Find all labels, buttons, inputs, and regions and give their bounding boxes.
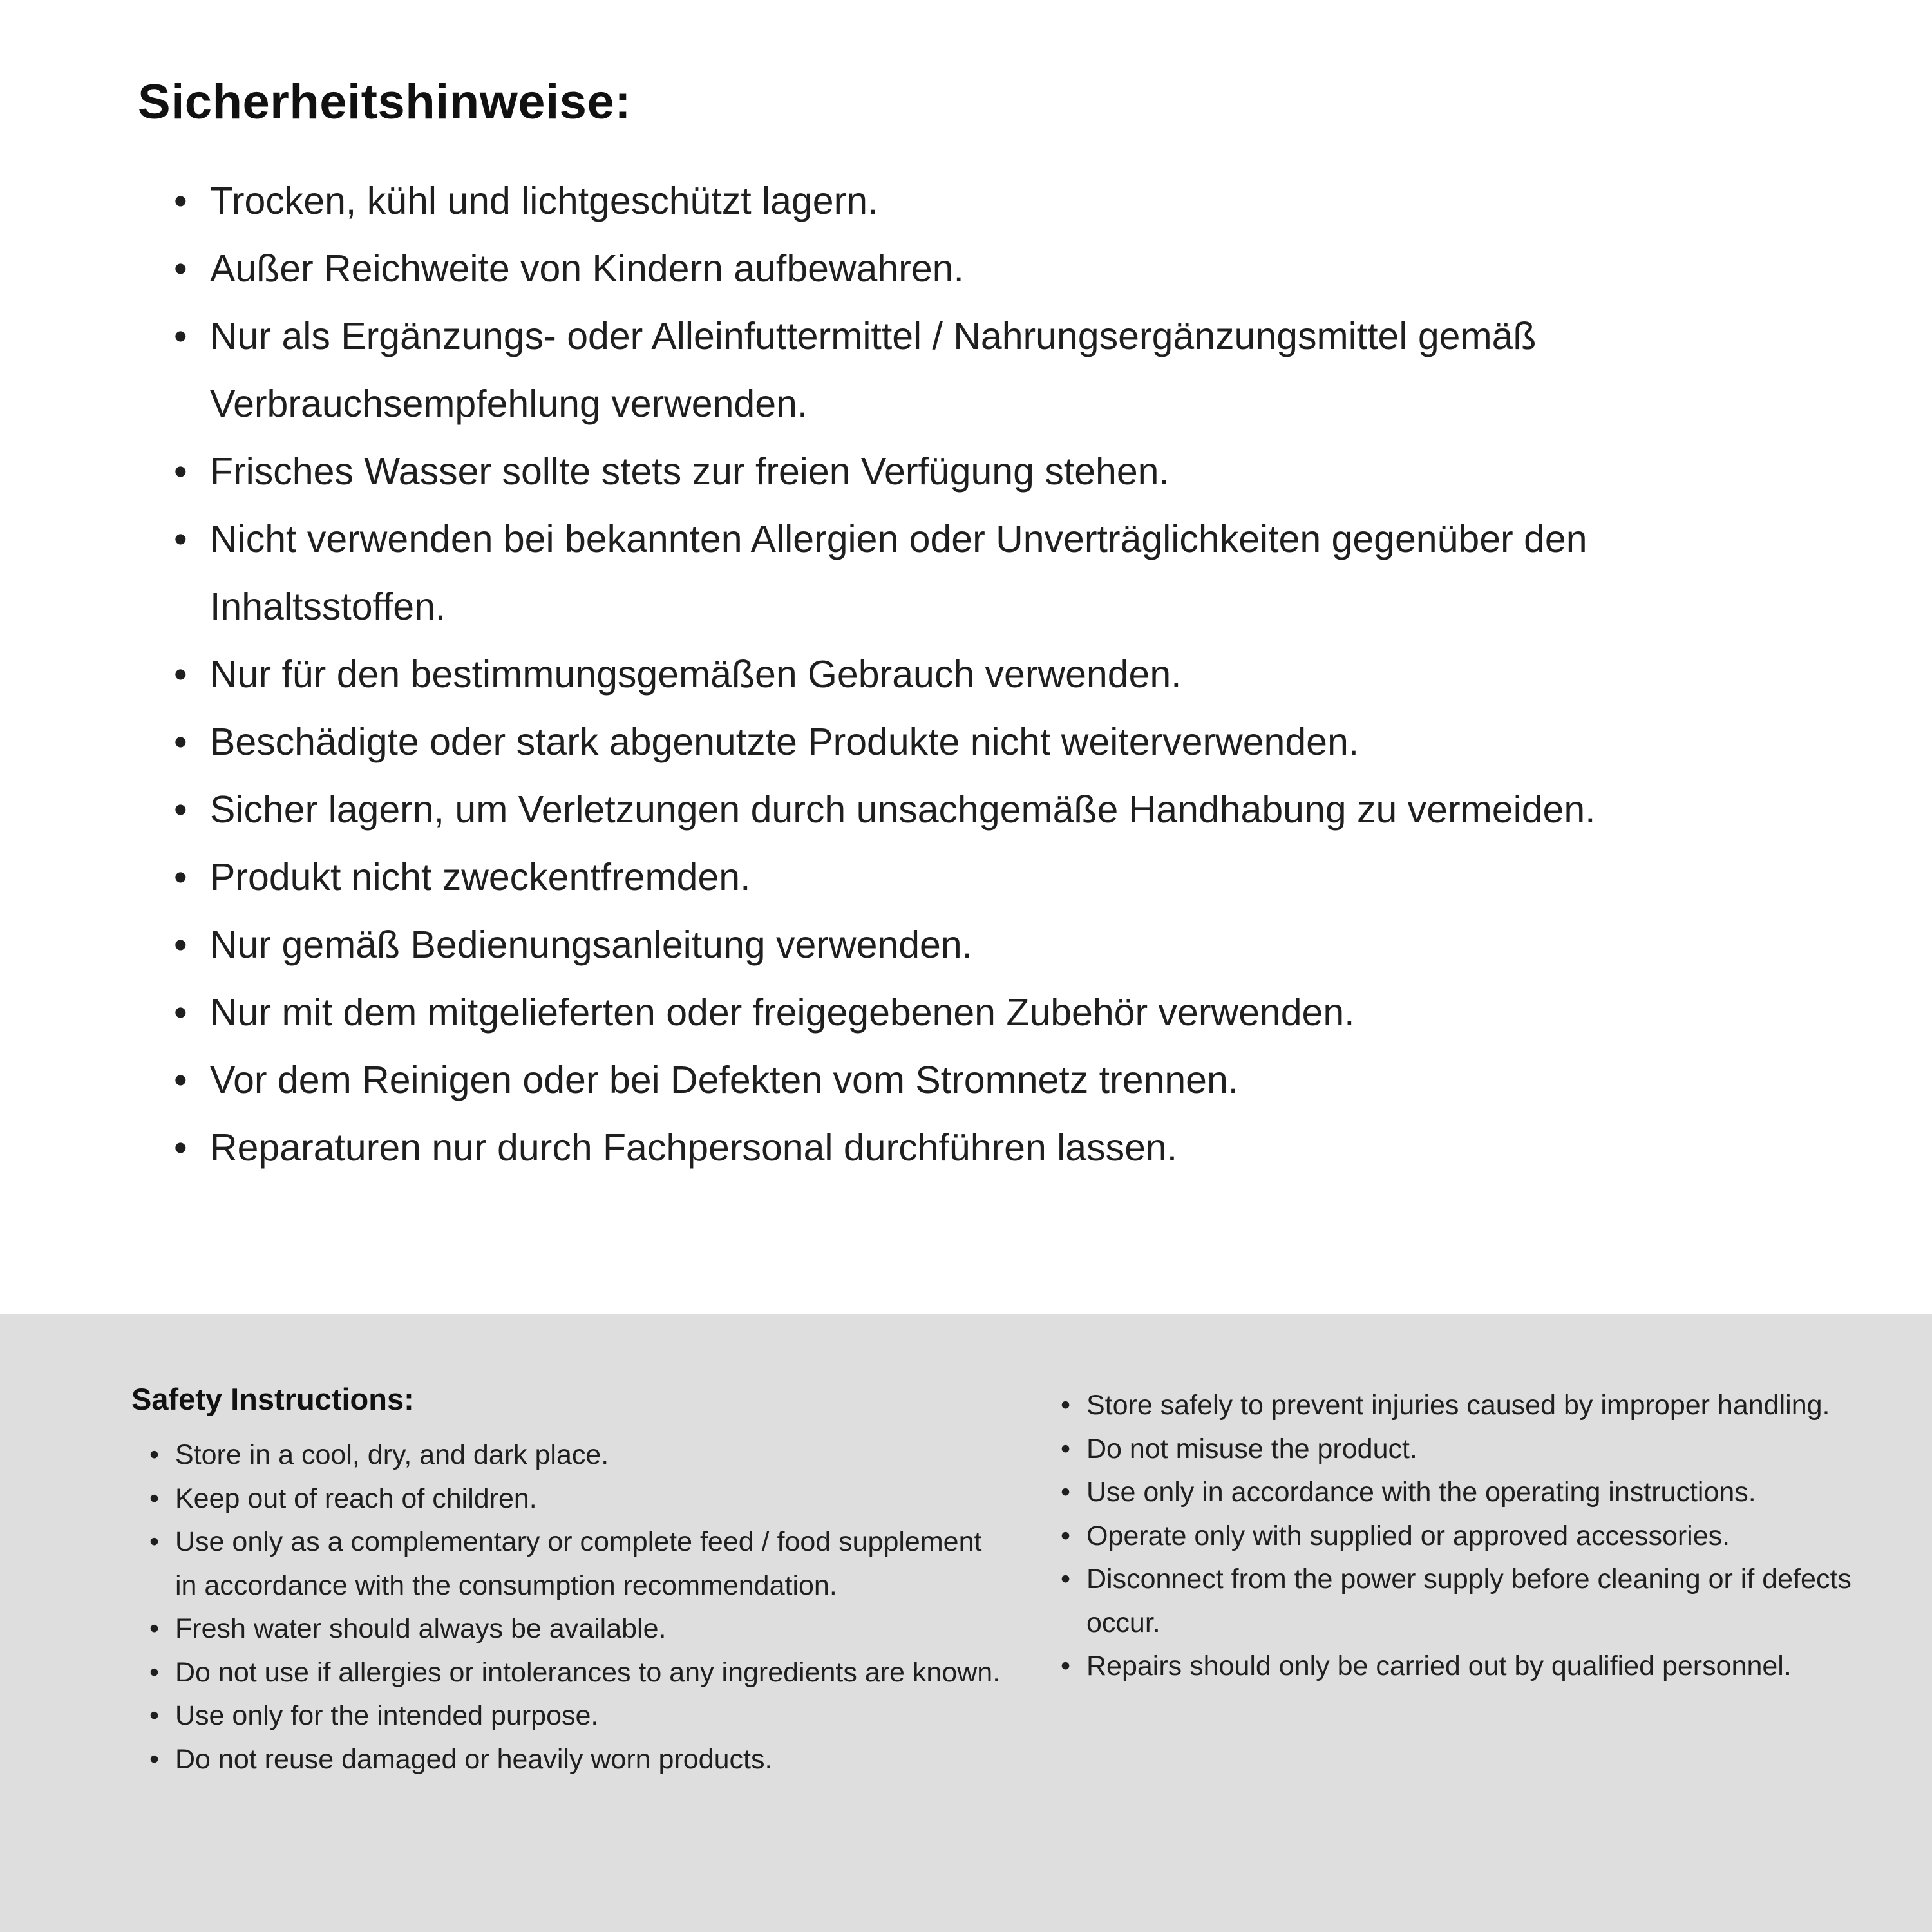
list-item-text: Vor dem Reinigen oder bei Defekten vom Stromnetz trennen.: [210, 1059, 1239, 1102]
list-item-text: Use only as a complementary or complete feed / food supplement in accordance with the consumption recommendation.: [175, 1526, 982, 1601]
list-item-text: Außer Reichweite von Kindern aufbewahren.: [210, 247, 964, 290]
list-item-text: Trocken, kühl und lichtgeschützt lagern.: [210, 180, 878, 222]
list-item-text: Reparaturen nur durch Fachpersonal durchführen lassen.: [210, 1126, 1178, 1170]
bullet-marker: •: [174, 1126, 187, 1170]
bullet-marker: •: [149, 1656, 160, 1688]
list-item: [174, 167, 1816, 235]
bullet-marker: •: [1061, 1390, 1071, 1421]
list-item-text: Frisches Wasser sollte stets zur freien Verfügung stehen.: [210, 450, 1170, 493]
bullet-marker: •: [174, 450, 187, 493]
german-safety-list: [174, 167, 1816, 1182]
bullet-marker: •: [1061, 1433, 1071, 1464]
bullet-marker: •: [1061, 1651, 1071, 1681]
list-item-text: Fresh water should always be available.: [175, 1613, 667, 1644]
bullet-marker: •: [149, 1700, 160, 1731]
list-item: [174, 911, 1816, 979]
list-item: [1061, 1645, 1873, 1689]
list-item-text: Do not misuse the product.: [1086, 1433, 1417, 1464]
list-item: [149, 1520, 1007, 1607]
list-item: [1061, 1471, 1873, 1515]
bullet-marker: •: [174, 518, 187, 561]
bullet-marker: •: [149, 1526, 160, 1557]
bullet-marker: •: [1061, 1564, 1071, 1595]
bullet-marker: •: [149, 1482, 160, 1514]
bullet-marker: •: [174, 315, 187, 358]
list-item: [174, 708, 1816, 776]
list-item: [174, 1046, 1816, 1114]
bullet-marker: •: [1061, 1477, 1071, 1508]
bullet-marker: •: [174, 721, 187, 764]
list-item: [149, 1738, 1007, 1782]
list-item-text: Sicher lagern, um Verletzungen durch unsachgemäße Handhabung zu vermeiden.: [210, 788, 1596, 831]
list-item-text: Store safely to prevent injuries caused by improper handling.: [1086, 1390, 1830, 1421]
bullet-marker: •: [174, 180, 187, 222]
list-item: [149, 1651, 1007, 1695]
list-item-text: Keep out of reach of children.: [175, 1482, 537, 1514]
bullet-marker: •: [174, 856, 187, 899]
list-item: [149, 1477, 1007, 1521]
english-left-column: [131, 1381, 1007, 1932]
list-item-text: Nur als Ergänzungs- oder Alleinfuttermittel / Nahrungsergänzungsmittel gemäß Verbrauchsempfehlung verwenden.: [210, 315, 1537, 426]
list-item: [1061, 1384, 1873, 1428]
bullet-marker: •: [149, 1439, 160, 1470]
list-item-text: Use only in accordance with the operating instructions.: [1086, 1477, 1756, 1508]
list-item-text: Nur für den bestimmungsgemäßen Gebrauch verwenden.: [210, 653, 1182, 696]
list-item: [149, 1694, 1007, 1738]
list-item: [174, 235, 1816, 303]
bullet-marker: •: [174, 923, 187, 967]
list-item-text: Operate only with supplied or approved accessories.: [1086, 1520, 1730, 1551]
list-item-text: Disconnect from the power supply before cleaning or if defects occur.: [1086, 1564, 1852, 1638]
list-item: [174, 776, 1816, 844]
list-item: [149, 1607, 1007, 1651]
english-section-title: Safety Instructions:: [131, 1382, 414, 1416]
list-item: [174, 506, 1816, 641]
list-item-text: Do not use if allergies or intolerances to any ingredients are known.: [175, 1656, 1001, 1688]
bullet-marker: •: [1061, 1520, 1071, 1551]
german-section-title: Sicherheitshinweise:: [138, 75, 632, 129]
list-item-text: Store in a cool, dry, and dark place.: [175, 1439, 609, 1470]
english-safety-section: [0, 1314, 1932, 1932]
list-item-text: Produkt nicht zweckentfremden.: [210, 856, 751, 899]
list-item-text: Nur mit dem mitgelieferten oder freigegebenen Zubehör verwenden.: [210, 991, 1355, 1034]
list-item: [1061, 1428, 1873, 1472]
english-right-column: [1043, 1381, 1873, 1932]
bullet-marker: •: [149, 1613, 160, 1644]
list-item: [174, 979, 1816, 1046]
english-safety-list-right: [1061, 1384, 1873, 1689]
list-item: [149, 1434, 1007, 1477]
bullet-marker: •: [174, 788, 187, 831]
list-item: [1061, 1558, 1873, 1645]
list-item-text: Nicht verwenden bei bekannten Allergien oder Unverträglichkeiten gegenüber den Inhaltsstoffen.: [210, 518, 1587, 629]
bullet-marker: •: [174, 247, 187, 290]
list-item-text: Nur gemäß Bedienungsanleitung verwenden.: [210, 923, 973, 967]
list-item: [174, 844, 1816, 911]
list-item: [174, 438, 1816, 506]
list-item: [174, 1114, 1816, 1182]
bullet-marker: •: [174, 653, 187, 696]
bullet-marker: •: [149, 1743, 160, 1775]
list-item-text: Beschädigte oder stark abgenutzte Produkte nicht weiterverwenden.: [210, 721, 1359, 764]
bullet-marker: •: [174, 1059, 187, 1102]
list-item: [1061, 1515, 1873, 1558]
list-item: [174, 303, 1816, 438]
english-safety-list-left: [149, 1434, 1007, 1781]
list-item: [174, 641, 1816, 708]
list-item-text: Use only for the intended purpose.: [175, 1700, 599, 1731]
bullet-marker: •: [174, 991, 187, 1034]
list-item-text: Do not reuse damaged or heavily worn products.: [175, 1743, 773, 1775]
list-item-text: Repairs should only be carried out by qualified personnel.: [1086, 1651, 1792, 1681]
